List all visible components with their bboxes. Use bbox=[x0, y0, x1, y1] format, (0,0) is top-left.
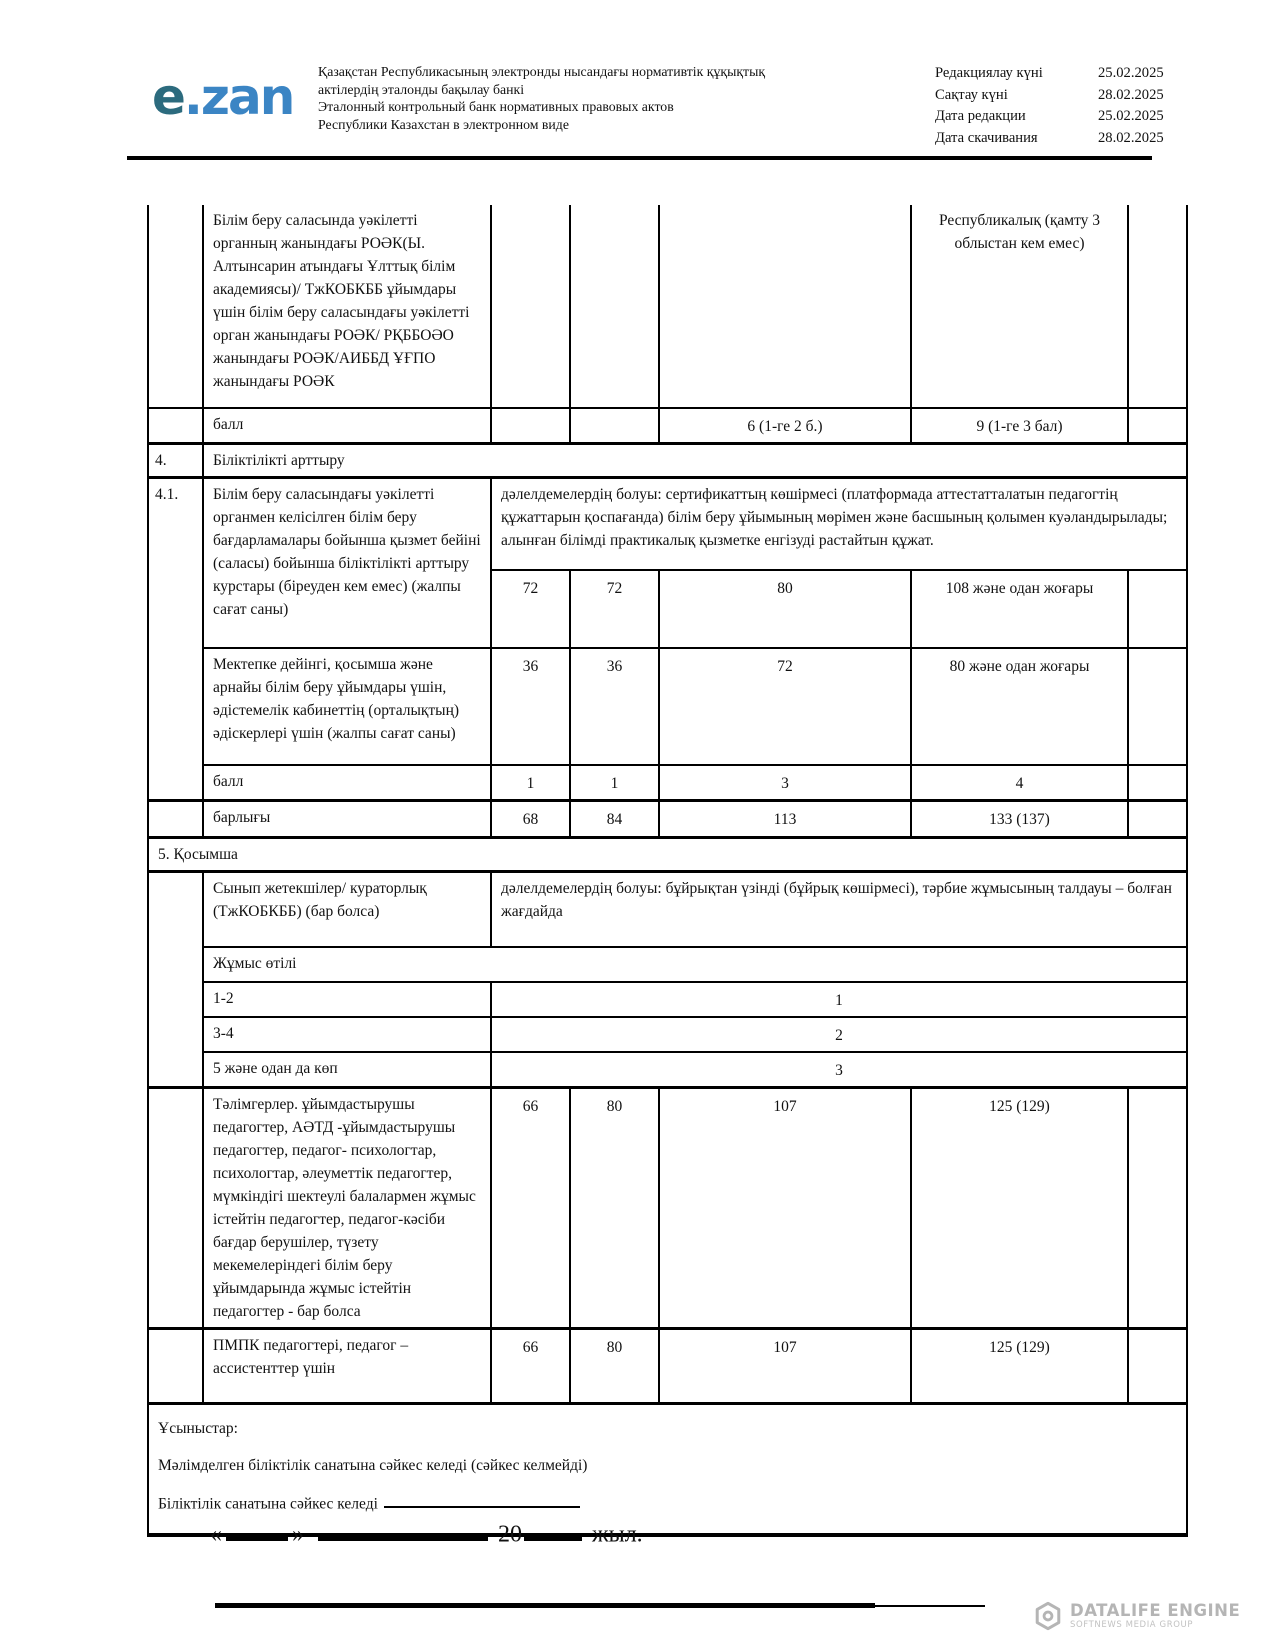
cell-hours: 107 bbox=[659, 1087, 911, 1328]
cell-number bbox=[148, 408, 203, 444]
cell-hours: 108 және одан жоғары bbox=[911, 570, 1128, 648]
cell-criterion-label: Білім беру саласындағы уәкілетті органмен келісілген білім беру бағдарламалары бойынша қызмет бейіні (саласы) бойынша біліктілікті арттыру курстары (біреуден кем емес) (жалпы сағат саны) bbox=[203, 478, 491, 648]
cell-hours: 36 bbox=[491, 648, 570, 765]
table-row bbox=[148, 408, 1187, 444]
org-line-ru-1: Эталонный контрольный банк нормативных правовых актов bbox=[318, 99, 674, 115]
cell-empty bbox=[570, 408, 659, 444]
cell-empty bbox=[1128, 648, 1187, 765]
cell-criterion-label: Сынып жетекшілер/ кураторлық (ТжКОБКББ) (бар болса) bbox=[203, 872, 491, 947]
cell-score: 1 bbox=[491, 765, 570, 801]
year-blank bbox=[524, 1512, 582, 1541]
org-line-kk-1: Қазақстан Республикасының электронды нысандағы нормативтік құқықтық bbox=[318, 64, 766, 79]
logo-letters-zan: zan bbox=[200, 68, 294, 126]
cell-section-number: 4. bbox=[148, 444, 203, 478]
date-row bbox=[935, 63, 1185, 85]
cell-score: 4 bbox=[911, 765, 1128, 801]
cell-evidence-text: дәлелдемелердің болуы: бұйрықтан үзінді (бұйрық көшірмесі), тәрбие жұмысының талдауы – болған жағдайда bbox=[491, 872, 1187, 947]
open-quote: « bbox=[210, 1521, 222, 1548]
close-quote: » bbox=[292, 1521, 304, 1548]
date-value: 25.02.2025 bbox=[1098, 108, 1164, 125]
attestation-table bbox=[147, 205, 1188, 1537]
row-4-1-evidence bbox=[148, 478, 1187, 570]
logo-dot: . bbox=[183, 68, 201, 126]
cell-hours: 80 bbox=[570, 1328, 659, 1403]
cell-hours: 125 (129) bbox=[911, 1328, 1128, 1403]
date-value: 28.02.2025 bbox=[1098, 129, 1164, 146]
table-row bbox=[148, 205, 1187, 408]
cell-score: 1 bbox=[570, 765, 659, 801]
cell-number bbox=[148, 205, 203, 408]
cell-empty bbox=[1128, 765, 1187, 801]
cell-number bbox=[148, 1087, 203, 1328]
cell-hours: 80 және одан жоғары bbox=[911, 648, 1128, 765]
cell-empty bbox=[1128, 1328, 1187, 1403]
org-title bbox=[318, 63, 878, 133]
cell-score: 6 (1-ге 2 б.) bbox=[659, 408, 911, 444]
logo-letter-e: e bbox=[152, 68, 184, 126]
year-prefix: 20 bbox=[498, 1521, 522, 1548]
date-row bbox=[935, 106, 1185, 128]
cell-total: 133 (137) bbox=[911, 801, 1128, 838]
ezan-logo bbox=[152, 68, 294, 126]
cell-hours: 66 bbox=[491, 1328, 570, 1403]
cell-empty bbox=[1128, 801, 1187, 838]
cell-experience-range: 5 және одан да көп bbox=[203, 1052, 491, 1088]
cell-number bbox=[148, 1328, 203, 1403]
datalife-watermark bbox=[1033, 1601, 1240, 1631]
cell-empty bbox=[1128, 1087, 1187, 1328]
cell-hours: 125 (129) bbox=[911, 1087, 1128, 1328]
datalife-eye-icon bbox=[1033, 1601, 1063, 1631]
cell-empty bbox=[491, 408, 570, 444]
cell-total: 84 bbox=[570, 801, 659, 838]
cell-score: 1 bbox=[491, 982, 1187, 1017]
year-suffix: жыл. bbox=[592, 1521, 643, 1548]
cell-score: 3 bbox=[659, 765, 911, 801]
watermark-title: DATALIFE ENGINE bbox=[1070, 1600, 1241, 1620]
date-label: Дата скачивания bbox=[935, 129, 1038, 146]
cell-number bbox=[148, 872, 203, 1088]
cell-total-label: барлығы bbox=[203, 801, 491, 838]
cell-hours: 66 bbox=[491, 1087, 570, 1328]
watermark-text bbox=[1070, 1602, 1240, 1630]
cell-score: 2 bbox=[491, 1017, 1187, 1052]
date-label: Редакциялау күні bbox=[935, 65, 1043, 81]
cell-item-number: 4.1. bbox=[148, 478, 203, 801]
cell-score: 3 bbox=[491, 1052, 1187, 1088]
date-label: Сақтау күні bbox=[935, 86, 1008, 103]
cell-section-title: 5. Қосымша bbox=[148, 838, 1187, 872]
cell-empty bbox=[1128, 570, 1187, 648]
watermark-subtitle: SOFTNEWS MEDIA GROUP bbox=[1070, 1620, 1194, 1631]
cell-ball-label: балл bbox=[203, 408, 491, 444]
day-blank bbox=[226, 1512, 288, 1541]
cell-hours: 80 bbox=[659, 570, 911, 648]
document-dates bbox=[935, 63, 1185, 149]
cell-number bbox=[148, 801, 203, 838]
cell-experience-range: 3-4 bbox=[203, 1017, 491, 1052]
cell-evidence-text: дәлелдемелердің болуы: сертификаттың көшірмесі (платформада аттестатталатын педагогтің құжаттарын қоспағанда) білім беру ұйымының мөрімен және басшының қолымен куәландырылады; алынған білімді практикалық қызметке енгізуді растайтын құжат. bbox=[491, 478, 1187, 570]
row-experience bbox=[148, 982, 1187, 1017]
signature-rule-thick bbox=[215, 1603, 875, 1608]
cell-hours: 107 bbox=[659, 1328, 911, 1403]
row-ball bbox=[148, 765, 1187, 801]
cell-criterion-label: Білім беру саласында уәкілетті органның жанындағы РОӘК(Ы. Алтынсарин атындағы Ұлттық білім академиясы)/ ТжКОБКББ ұйымдары үшін білім беру саласындағы уәкілетті орган жанындағы РОӘК/ РҚББОӘО жанындағы РОӘК/АИББД ҰҒПО жанындағы РОӘК bbox=[203, 205, 491, 408]
date-value: 25.02.2025 bbox=[1098, 65, 1164, 81]
date-row bbox=[935, 128, 1185, 150]
cell-empty bbox=[1128, 408, 1187, 444]
cell-empty bbox=[570, 205, 659, 408]
cell-criterion-label: Мектепке дейінгі, қосымша және арнайы білім беру ұйымдары үшін, әдістемелік кабинеттің (орталықтың) әдіскерлері үшін (жалпы сағат саны) bbox=[203, 648, 491, 765]
signature-rule bbox=[215, 1590, 985, 1608]
month-blank bbox=[318, 1512, 488, 1541]
cell-hours: 72 bbox=[491, 570, 570, 648]
cell-criterion-label: Тәлімгерлер. ұйымдастырушы педагогтер, АӘТД -ұйымдастырушы педагогтер, педагог- психологтар, психологтар, әлеуметтік педагогтер, мүмкіндігі шектеулі балалармен жұмыс істейтін педагогтер, педагог-кәсіби бағдар берушілер, түзету мекемелеріндегі білім беру ұйымдарында жұмыс істейтін педагогтер - бар болса bbox=[203, 1087, 491, 1328]
cell-hours: 72 bbox=[570, 570, 659, 648]
cell-hours: 72 bbox=[659, 648, 911, 765]
section-5-row bbox=[148, 838, 1187, 872]
org-line-kk-2: актілердің эталонды бақылау банкі bbox=[318, 81, 525, 97]
row-total bbox=[148, 801, 1187, 838]
recommendations-title: Ұсыныстар: bbox=[158, 1419, 238, 1437]
cell-empty bbox=[1128, 205, 1187, 408]
recommendations-line: Мәлімделген біліктілік санатына сәйкес келеді (сәйкес келмейді) bbox=[158, 1456, 588, 1474]
signature-date-line bbox=[210, 1512, 643, 1548]
cell-score: 9 (1-ге 3 бал) bbox=[911, 408, 1128, 444]
row-class-teacher bbox=[148, 872, 1187, 947]
cell-experience-range: 1-2 bbox=[203, 982, 491, 1017]
cell-republic-level: Республикалық (қамту 3 облыстан кем емес) bbox=[911, 205, 1128, 408]
org-line-ru-2: Республики Казахстан в электронном виде bbox=[318, 116, 569, 132]
row-experience-header bbox=[148, 947, 1187, 982]
cell-empty bbox=[659, 205, 911, 408]
row-preschool bbox=[148, 648, 1187, 765]
cell-total: 68 bbox=[491, 801, 570, 838]
header-divider bbox=[127, 156, 1152, 160]
row-pmpk bbox=[148, 1328, 1187, 1403]
date-value: 28.02.2025 bbox=[1098, 86, 1164, 103]
fill-in-blank bbox=[384, 1491, 580, 1509]
cell-total: 113 bbox=[659, 801, 911, 838]
row-experience bbox=[148, 1052, 1187, 1088]
section-4-row bbox=[148, 444, 1187, 478]
date-label: Дата редакции bbox=[935, 108, 1026, 125]
cell-empty bbox=[491, 205, 570, 408]
cell-criterion-label: ПМПК педагогтері, педагог – ассистенттер үшін bbox=[203, 1328, 491, 1403]
row-mentors bbox=[148, 1087, 1187, 1328]
recommendations-line-text: Біліктілік санатына сәйкес келеді bbox=[158, 1495, 378, 1512]
date-row bbox=[935, 85, 1185, 107]
cell-subsection-title: Жұмыс өтілі bbox=[203, 947, 1187, 982]
cell-hours: 80 bbox=[570, 1087, 659, 1328]
cell-ball-label: балл bbox=[203, 765, 491, 801]
row-experience bbox=[148, 1017, 1187, 1052]
cell-section-title: Біліктілікті арттыру bbox=[203, 444, 1187, 478]
signature-rule-thin bbox=[875, 1605, 985, 1607]
cell-hours: 36 bbox=[570, 648, 659, 765]
